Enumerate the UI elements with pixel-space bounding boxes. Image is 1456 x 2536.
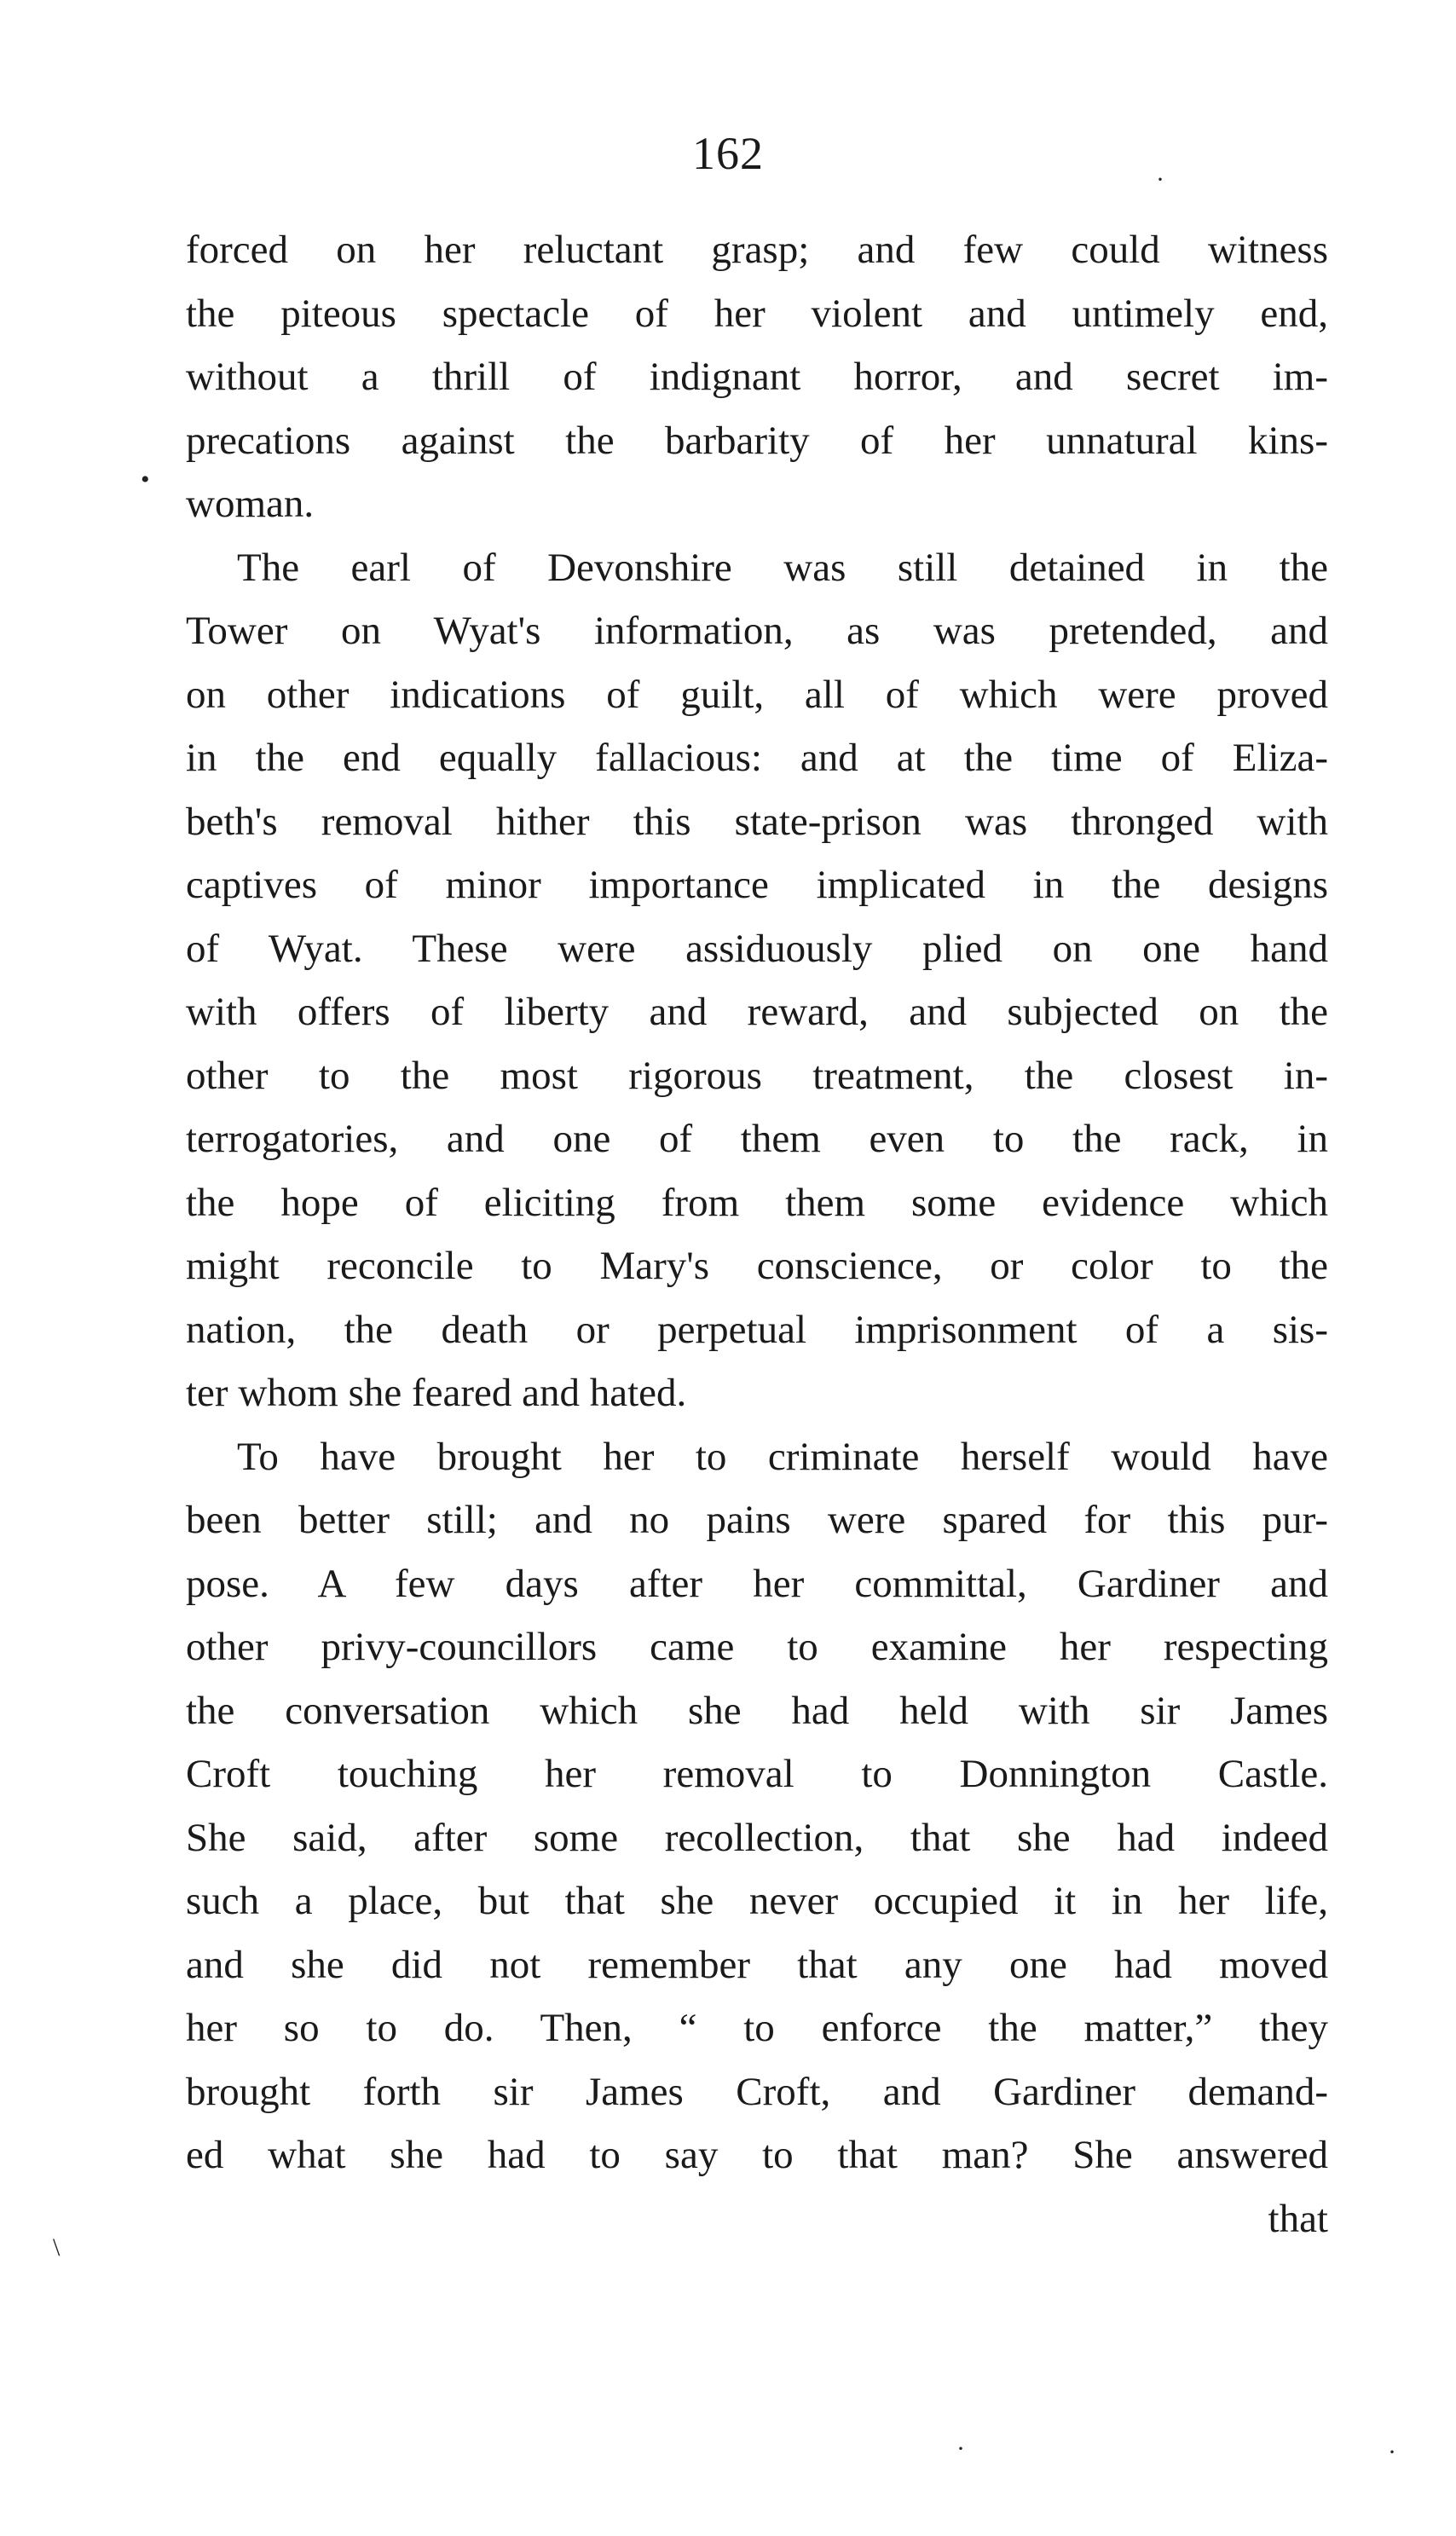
text-line: been better still; and no pains were spared for this pur-	[186, 1498, 1328, 1542]
text-line: of Wyat. These were assiduously plied on one hand	[186, 926, 1328, 971]
text-line: To have brought her to criminate herself would have	[237, 1434, 1328, 1479]
text-line: ter whom she feared and hated.	[186, 1371, 687, 1415]
text-line: brought forth sir James Croft, and Gardiner demand-	[186, 2069, 1328, 2114]
text-line: with offers of liberty and reward, and subjected on the	[186, 990, 1328, 1034]
text-line: and she did not remember that any one had moved	[186, 1942, 1328, 1987]
text-line: other to the most rigorous treatment, the closest in-	[186, 1053, 1328, 1098]
speck-mark: •	[141, 465, 150, 494]
text-line: the hope of eliciting from them some evidence which	[186, 1180, 1328, 1225]
text-line: such a place, but that she never occupied it in her life,	[186, 1879, 1328, 1923]
text-line: woman.	[186, 482, 315, 526]
text-line: Croft touching her removal to Donnington Castle.	[186, 1752, 1328, 1796]
body-text	[186, 218, 1328, 2250]
speck-mark: \	[53, 2233, 61, 2262]
text-line: She said, after some recollection, that she had indeed	[186, 1815, 1328, 1860]
text-line: precations against the barbarity of her unnatural kins-	[186, 418, 1328, 463]
text-line: The earl of Devonshire was still detained in the	[237, 545, 1328, 590]
speck-mark: ·	[956, 2435, 965, 2463]
text-line: beth's removal hither this state-prison was thronged with	[186, 799, 1328, 844]
text-line: forced on her reluctant grasp; and few could witness	[186, 228, 1328, 272]
text-line: Tower on Wyat's information, as was pretended, and	[186, 609, 1328, 653]
text-line: nation, the death or perpetual imprisonment of a sis-	[186, 1307, 1328, 1352]
text-line: other privy-councillors came to examine her respecting	[186, 1625, 1328, 1669]
text-line: in the end equally fallacious: and at the time of Eliza-	[186, 736, 1328, 780]
text-line: without a thrill of indignant horror, and secret im-	[186, 355, 1328, 399]
text-line: might reconcile to Mary's conscience, or color to the	[186, 1244, 1328, 1288]
text-line: captives of minor importance implicated in the designs	[186, 863, 1328, 907]
text-line: pose. A few days after her committal, Gardiner and	[186, 1561, 1328, 1606]
catchword: that	[1268, 2196, 1328, 2241]
page-number: 162	[692, 128, 764, 179]
text-line: on other indications of guilt, all of which were proved	[186, 672, 1328, 717]
speck-mark: ·	[1156, 165, 1164, 194]
text-line: her so to do. Then, “ to enforce the matter,” they	[186, 2006, 1328, 2050]
text-line: the piteous spectacle of her violent and untimely end,	[186, 291, 1328, 336]
text-line: the conversation which she had held with sir James	[186, 1688, 1328, 1733]
text-line: ed what she had to say to that man? She answered	[186, 2133, 1328, 2177]
text-line: terrogatories, and one of them even to the rack, in	[186, 1117, 1328, 1161]
speck-mark: ·	[1388, 2438, 1396, 2466]
